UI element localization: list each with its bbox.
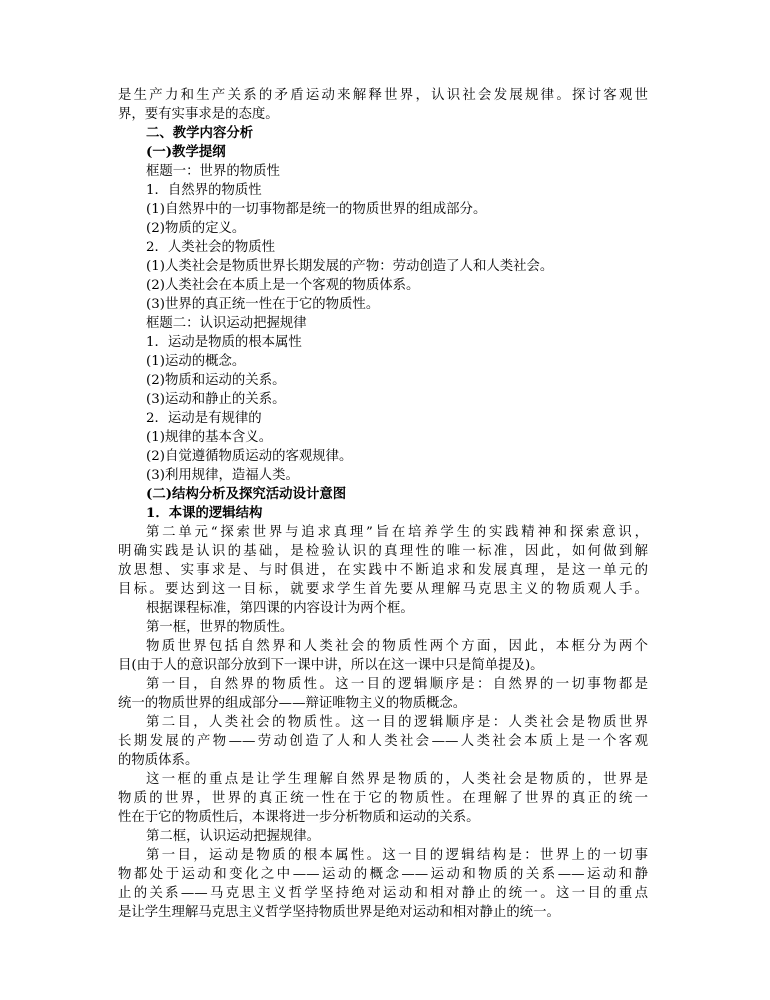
text-line: (1)自然界中的一切事物都是统一的物质世界的组成部分。	[146, 202, 487, 217]
text-line: (3)利用规律，造福人类。	[146, 468, 299, 483]
section-heading: 二、教学内容分析	[146, 125, 254, 141]
text-line: 物质世界包括自然界和人类社会的物质性两个方面，因此，本框分为两个	[146, 639, 648, 654]
text-line: 框题二：认识运动把握规律	[146, 316, 307, 331]
text-line: 1．自然界的物质性	[146, 183, 262, 198]
text-line: (3)运动和静止的关系。	[146, 392, 286, 407]
text-line: 目标。要达到这一目标，就要求学生首先要从理解马克思主义的物质观人手。	[118, 582, 648, 597]
text-line: (1)规律的基本含义。	[146, 430, 273, 445]
text-line: 目(由于人的意识部分放到下一课中讲，所以在这一课中只是简单提及)。	[118, 658, 544, 673]
text-line: (1)人类社会是物质世界长期发展的产物：劳动创造了人和人类社会。	[146, 259, 554, 274]
text-line: (2)物质和运动的关系。	[146, 373, 286, 388]
text-line: 是让学生理解马克思主义哲学坚持物质世界是绝对运动和相对静止的统一。	[118, 905, 560, 920]
text-line: 框题一：世界的物质性	[146, 164, 280, 179]
text-line: 明确实践是认识的基础，是检验认识的真理性的唯一标准，因此，如何做到解	[118, 544, 648, 559]
text-line: 这一框的重点是让学生理解自然界是物质的，人类社会是物质的，世界是	[146, 772, 648, 787]
text-line: 1．运动是物质的根本属性	[146, 335, 302, 350]
text-line: (1)运动的概念。	[146, 354, 246, 369]
text-line: (2)物质的定义。	[146, 221, 246, 236]
text-line: 第一目，自然界的物质性。这一目的逻辑顺序是：自然界的一切事物都是	[146, 677, 648, 692]
text-line: 2．运动是有规律的	[146, 411, 262, 426]
text-line: 是生产力和生产关系的矛盾运动来解释世界，认识社会发展规律。探讨客观世	[118, 88, 648, 103]
section-heading: (二)结构分析及探究活动设计意图	[146, 486, 347, 502]
text-line: 第二单元“探索世界与追求真理”旨在培养学生的实践精神和探索意识，	[146, 525, 648, 540]
text-line: 根据课程标准，第四课的内容设计为两个框。	[146, 601, 414, 616]
text-line: 界，要有实事求是的态度。	[118, 107, 279, 122]
text-line: 物质的世界，世界的真正统一性在于它的物质性。在理解了世界的真正的统一	[118, 791, 648, 806]
text-line: 止的关系——马克思主义哲学坚持绝对运动和相对静止的统一。这一目的重点	[118, 886, 648, 901]
section-heading: 1．本课的逻辑结构	[146, 505, 263, 521]
text-line: 的物质体系。	[118, 753, 199, 768]
text-line: 2．人类社会的物质性	[146, 240, 276, 255]
text-line: 第二框，认识运动把握规律。	[146, 829, 321, 844]
text-line: (3)世界的真正统一性在于它的物质性。	[146, 297, 380, 312]
text-line: 长期发展的产物——劳动创造了人和人类社会——人类社会本质上是一个客观	[118, 734, 648, 749]
text-line: 物都处于运动和变化之中——运动的概念——运动和物质的关系——运动和静	[118, 867, 648, 882]
text-line: 第二目，人类社会的物质性。这一目的逻辑顺序是：人类社会是物质世界	[146, 715, 648, 730]
text-line: 放思想、实事求是、与时俱进，在实践中不断追求和发展真理，是这一单元的	[118, 563, 648, 578]
text-line: (2)人类社会在本质上是一个客观的物质体系。	[146, 278, 420, 293]
text-line: 第一目，运动是物质的根本属性。这一目的逻辑结构是：世界上的一切事	[146, 848, 648, 863]
section-heading: (一)教学提纲	[146, 144, 226, 160]
text-line: 性在于它的物质性后，本课将进一步分析物质和运动的关系。	[118, 810, 480, 825]
text-line: 第一框，世界的物质性。	[146, 620, 294, 635]
text-line: 统一的物质世界的组成部分——辩证唯物主义的物质概念。	[118, 696, 467, 711]
text-line: (2)自觉遵循物质运动的客观规律。	[146, 449, 353, 464]
